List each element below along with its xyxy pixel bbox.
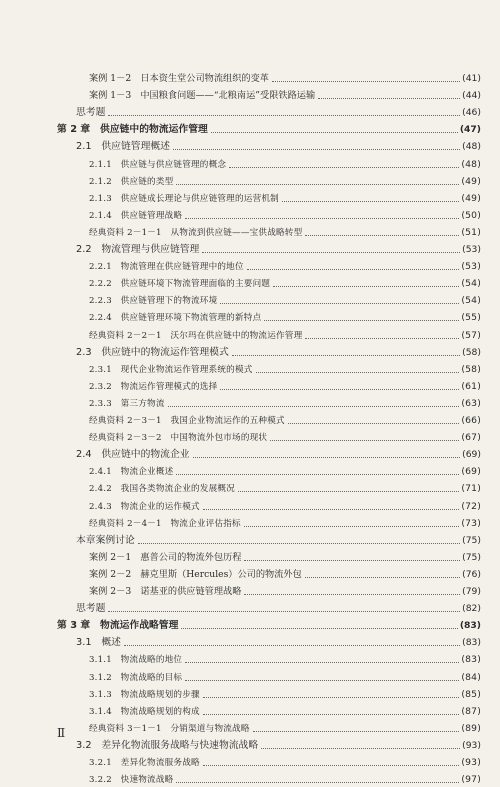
- dot-leader: [238, 491, 459, 492]
- toc-entry-page-number: (72): [461, 500, 481, 512]
- toc-entry-title: 2.1.3 供应链成长理论与供应链管理的运营机制: [89, 193, 279, 204]
- toc-entry-title: 本章案例讨论: [76, 534, 135, 546]
- dot-leader: [318, 98, 460, 99]
- toc-entry[interactable]: [89, 326, 481, 343]
- toc-entry-title: 2.2.3 供应链管理下的物流环境: [89, 296, 218, 307]
- toc-entry-title: 3.1 概述: [76, 637, 121, 649]
- dot-leader: [305, 338, 459, 339]
- dot-leader: [181, 628, 457, 629]
- toc-entry-title: 案例 1－2 日本资生堂公司物流组织的变革: [89, 73, 269, 84]
- toc-entry-page-number: (54): [461, 278, 481, 290]
- toc-entry-page-number: (75): [462, 551, 481, 563]
- toc-section-entry[interactable]: [76, 103, 481, 120]
- toc-entry-title: 2.2.4 供应链管理环境下物流管理的新特点: [89, 313, 262, 324]
- toc-entry[interactable]: [89, 514, 481, 531]
- toc-entry-page-number: (48): [462, 141, 481, 153]
- toc-entry[interactable]: [89, 274, 481, 291]
- toc-entry[interactable]: [89, 291, 481, 308]
- toc-entry-page-number: (58): [461, 363, 481, 375]
- toc-entry-page-number: (69): [462, 449, 481, 461]
- dot-leader: [256, 372, 460, 373]
- toc-entry[interactable]: [89, 206, 481, 223]
- toc-entry-page-number: (71): [461, 483, 481, 495]
- toc-entry[interactable]: [89, 497, 481, 514]
- toc-entry-page-number: (83): [462, 637, 481, 649]
- toc-entry-page-number: (87): [461, 705, 481, 717]
- toc-entry[interactable]: [89, 308, 481, 325]
- toc-entry-page-number: (53): [462, 244, 481, 255]
- dot-leader: [270, 440, 459, 441]
- toc-entry-page-number: (66): [461, 415, 481, 426]
- dot-leader: [203, 714, 460, 715]
- toc-chapter-entry[interactable]: [57, 616, 481, 633]
- dot-leader: [185, 218, 459, 219]
- dot-leader: [264, 320, 459, 321]
- toc-entry-title: 2.4.1 物流企业概述: [89, 467, 174, 478]
- toc-entry-page-number: (63): [461, 397, 481, 409]
- toc-entry-title: 案例 1－3 中国粮食问题——“北粮南运”受限铁路运输: [89, 90, 316, 102]
- dot-leader: [193, 457, 461, 458]
- toc-entry-title: 3.2.1 差异化物流服务战略: [89, 758, 200, 768]
- toc-entry-page-number: (83): [459, 620, 481, 632]
- dot-leader: [244, 594, 460, 595]
- toc-entry-page-number: (89): [461, 722, 481, 734]
- toc-entry-title: 思考题: [76, 603, 106, 615]
- toc-entry[interactable]: [89, 155, 481, 172]
- toc-entry[interactable]: [89, 770, 481, 787]
- toc-entry-page-number: (47): [459, 124, 481, 136]
- toc-entry-title: 2.2 物流管理与供应链管理: [76, 244, 200, 255]
- dot-leader: [220, 303, 459, 304]
- toc-entry[interactable]: [89, 753, 481, 770]
- toc-entry-title: 2.2.2 供应链环境下物流管理面临的主要问题: [89, 279, 271, 290]
- toc-entry-page-number: (76): [462, 568, 481, 580]
- toc-entry[interactable]: [89, 565, 481, 582]
- toc-entry-page-number: (93): [461, 757, 481, 768]
- toc-entry-page-number: (41): [462, 73, 481, 84]
- dot-leader: [220, 389, 459, 390]
- toc-entry-page-number: (69): [461, 466, 481, 478]
- dot-leader: [203, 697, 460, 698]
- dot-leader: [176, 184, 459, 185]
- toc-entry[interactable]: [89, 685, 481, 702]
- toc-entry-title: 经典资料 2－4－1 物流企业评估指标: [89, 518, 241, 529]
- dot-leader: [244, 526, 459, 527]
- toc-entry-page-number: (79): [462, 586, 481, 597]
- toc-entry-title: 3.1.3 物流战略规划的步骤: [89, 689, 200, 700]
- toc-entry-title: 经典资料 2－1－1 从物流到供应链——宝供战略转型: [89, 227, 303, 238]
- page-number-footer: Ⅱ: [57, 726, 66, 740]
- toc-entry-page-number: (75): [462, 534, 481, 546]
- toc-entry[interactable]: [89, 479, 481, 496]
- toc-entry-title: 2.3 供应链中的物流运作管理模式: [76, 346, 229, 358]
- toc-entry-page-number: (49): [461, 175, 481, 187]
- toc-entry[interactable]: [89, 394, 481, 411]
- toc-entry-title: 2.4.2 我国各类物流企业的发展概况: [89, 484, 235, 495]
- toc-entry-title: 第 3 章 物流运作战略管理: [57, 620, 179, 632]
- toc-entry-title: 经典资料 3－1－1 分销渠道与物流战略: [89, 723, 250, 734]
- toc-entry-title: 案例 2－2 赫克里斯（Hercules）公司的物流外包: [89, 568, 302, 580]
- toc-entry-page-number: (97): [461, 774, 481, 786]
- toc-entry-title: 2.2.1 物流管理在供应链管理中的地位: [89, 262, 244, 273]
- toc-section-entry[interactable]: [76, 599, 481, 616]
- toc-entry-page-number: (54): [461, 295, 481, 307]
- toc-entry[interactable]: [89, 257, 481, 274]
- toc-entry-page-number: (50): [461, 209, 481, 221]
- dot-leader: [272, 81, 460, 82]
- dot-leader: [247, 269, 460, 270]
- toc-section-entry[interactable]: [76, 531, 481, 548]
- toc-entry[interactable]: [89, 223, 481, 240]
- dot-leader: [261, 748, 460, 749]
- dot-leader: [185, 662, 459, 663]
- toc-entry-title: 2.1.4 供应链管理战略: [89, 210, 183, 221]
- dot-leader: [229, 167, 459, 168]
- dot-leader: [108, 611, 460, 612]
- toc-entry[interactable]: [89, 719, 481, 736]
- toc-entry-page-number: (58): [462, 346, 481, 358]
- dot-leader: [244, 560, 460, 561]
- toc-entry-title: 2.3.1 现代企业物流运作管理系统的模式: [89, 364, 253, 375]
- toc-entry-page-number: (73): [461, 517, 481, 529]
- toc-entry[interactable]: [89, 86, 481, 103]
- toc-entry[interactable]: [89, 582, 481, 599]
- dot-leader: [288, 423, 460, 424]
- toc-entry[interactable]: [89, 172, 481, 189]
- toc-entry-title: 经典资料 2－3－1 我国企业物流运作的五种模式: [89, 416, 285, 426]
- toc-entry[interactable]: [89, 411, 481, 428]
- toc-entry-page-number: (49): [461, 192, 481, 204]
- toc-entry[interactable]: [89, 650, 481, 667]
- toc-entry[interactable]: [89, 702, 481, 719]
- toc-entry-title: 2.4.3 物流企业的运作模式: [89, 501, 200, 512]
- toc-section-entry[interactable]: [76, 137, 481, 154]
- dot-leader: [185, 680, 459, 681]
- dot-leader: [305, 577, 460, 578]
- toc-entry-title: 第 2 章 供应链中的物流运作管理: [57, 124, 208, 136]
- toc-entry-page-number: (53): [461, 261, 481, 273]
- toc-entry-page-number: (51): [461, 226, 481, 238]
- dot-leader: [203, 765, 460, 766]
- toc-entry-title: 经典资料 2－2－1 沃尔玛在供应链中的物流运作管理: [89, 330, 303, 341]
- toc-entry-title: 3.1.2 物流战略的目标: [89, 672, 183, 683]
- toc-section-entry[interactable]: [76, 343, 481, 360]
- dot-leader: [305, 235, 459, 236]
- toc-entry-title: 2.3.3 第三方物流: [89, 398, 165, 409]
- toc-entry[interactable]: [89, 548, 481, 565]
- dot-leader: [108, 115, 460, 116]
- toc-entry-page-number: (84): [461, 671, 481, 683]
- toc-entry-title: 3.1.4 物流战略规划的构成: [89, 706, 200, 717]
- toc-entry-title: 2.1 供应链管理概述: [76, 141, 170, 153]
- toc-entry[interactable]: [89, 462, 481, 479]
- toc-entry-title: 2.3.2 物流运作管理模式的选择: [89, 381, 218, 392]
- dot-leader: [168, 406, 460, 407]
- toc-entry-title: 案例 2－3 诺基亚的供应链管理战略: [89, 586, 242, 597]
- toc-entry-title: 2.4 供应链中的物流企业: [76, 449, 190, 461]
- dot-leader: [124, 645, 460, 646]
- toc-entry-title: 2.1.2 供应链的类型: [89, 176, 174, 187]
- dot-leader: [273, 286, 459, 287]
- toc-entry-title: 案例 2－1 惠普公司的物流外包历程: [89, 551, 242, 563]
- toc-entry-page-number: (55): [461, 312, 481, 324]
- dot-leader: [138, 543, 460, 544]
- toc-entry[interactable]: [89, 668, 481, 685]
- toc-entry-title: 3.1.1 物流战略的地位: [89, 655, 183, 666]
- toc-entry-title: 3.2.2 快速物流战略: [89, 775, 174, 786]
- dot-leader: [282, 201, 459, 202]
- toc-entry-page-number: (82): [462, 603, 481, 615]
- dot-leader: [173, 149, 460, 150]
- toc-entry-page-number: (83): [461, 654, 481, 666]
- toc-entry[interactable]: [89, 360, 481, 377]
- toc-entry-page-number: (48): [461, 158, 481, 170]
- toc-entry-title: 经典资料 2－3－2 中国物流外包市场的现状: [89, 433, 268, 444]
- dot-leader: [176, 474, 459, 475]
- toc-chapter-entry[interactable]: [57, 120, 481, 137]
- toc-section-entry[interactable]: [76, 633, 481, 650]
- toc-section-entry[interactable]: [76, 445, 481, 462]
- toc-entry-title: 思考题: [76, 107, 106, 119]
- dot-leader: [202, 252, 460, 253]
- dot-leader: [176, 782, 459, 783]
- toc-entry[interactable]: [89, 69, 481, 86]
- dot-leader: [203, 509, 460, 510]
- toc-entry[interactable]: [89, 428, 481, 445]
- toc-entry[interactable]: [89, 377, 481, 394]
- toc-section-entry[interactable]: [76, 240, 481, 257]
- dot-leader: [211, 132, 458, 133]
- toc-entry-page-number: (67): [461, 432, 481, 444]
- toc-entry-page-number: (93): [462, 739, 481, 751]
- dot-leader: [253, 731, 460, 732]
- toc-entry-title: 3.2 差异化物流服务战略与快速物流战略: [76, 739, 259, 751]
- toc-entry-title: 2.1.1 供应链与供应链管理的概念: [89, 159, 227, 170]
- toc-entry-page-number: (57): [461, 329, 481, 341]
- toc-entry-page-number: (46): [462, 107, 481, 119]
- dot-leader: [232, 355, 460, 356]
- toc-section-entry[interactable]: [76, 736, 481, 753]
- toc-entry[interactable]: [89, 189, 481, 206]
- toc-entry-page-number: (44): [462, 90, 481, 102]
- toc-entry-page-number: (61): [461, 380, 481, 392]
- toc-entry-page-number: (85): [461, 688, 481, 700]
